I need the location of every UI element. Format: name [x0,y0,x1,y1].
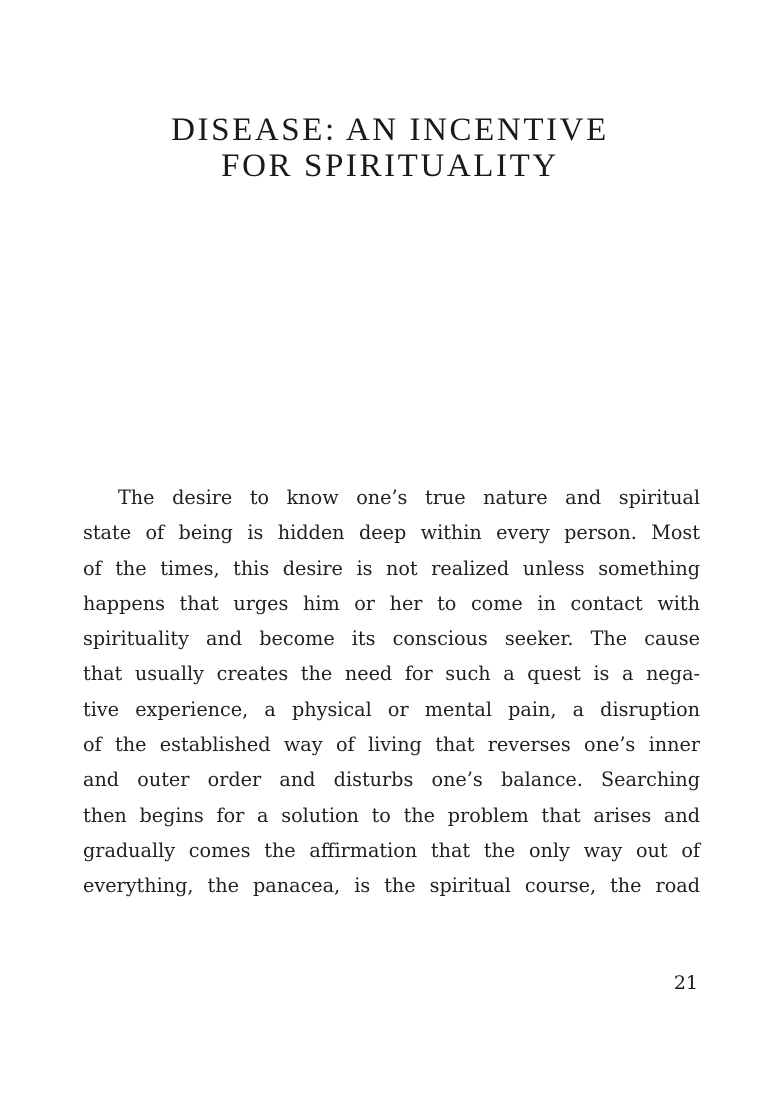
text-line: everything, the panacea, is the spiritual course, the road [83,874,700,898]
text-line: of the established way of living that reverses one’s inner [83,733,700,757]
chapter-title [0,112,780,184]
text-line: and outer order and disturbs one’s balance. Searching [83,768,700,792]
chapter-title-line-2: FOR SPIRITUALITY [221,148,559,184]
page-number: 21 [673,972,698,994]
text-line: of the times, this desire is not realized unless something [83,556,700,580]
text-line: then begins for a solution to the problem that arises and [83,803,700,827]
text-line: that usually creates the need for such a quest is a nega- [83,662,700,686]
text-line: gradually comes the affirmation that the only way out of [83,838,700,862]
text-line: The desire to know one’s true nature and spiritual [118,486,700,509]
text-line: tive experience, a physical or mental pain, a disruption [83,697,700,721]
body-paragraph [83,480,700,904]
text-line: state of being is hidden deep within every person. Most [83,521,700,545]
chapter-title-line-1: DISEASE: AN INCENTIVE [171,112,609,148]
text-line: happens that urges him or her to come in contact with [83,591,700,615]
text-line: spirituality and become its conscious seeker. The cause [83,627,700,651]
